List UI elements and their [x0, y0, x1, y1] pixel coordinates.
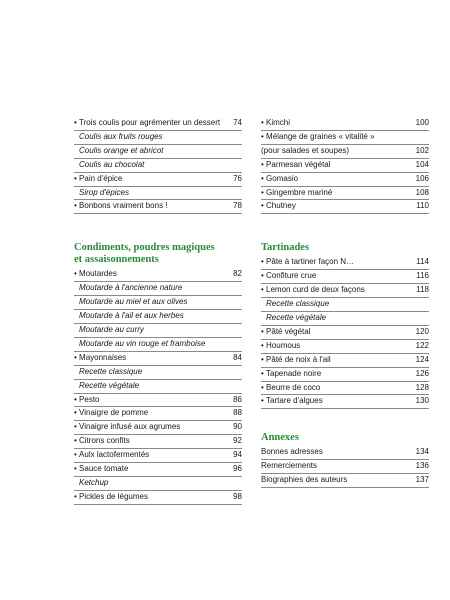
toc-right-column — [261, 117, 429, 488]
toc-entry-page: 88 — [233, 408, 242, 418]
toc-entry-title: Recette classique — [266, 299, 330, 309]
toc-entry-title: Coulis orange et abricot — [79, 145, 164, 155]
toc-entry — [74, 282, 242, 296]
toc-entry-title: • Bonbons vraiment bons ! — [74, 200, 168, 213]
toc-entry-title: Recette végétale — [266, 312, 327, 322]
toc-entry-title: • Citrons confits — [74, 435, 130, 448]
toc-entry — [261, 474, 429, 488]
toc-entry — [74, 145, 242, 159]
toc-entry — [74, 407, 242, 421]
section-heading: Annexes — [261, 432, 299, 444]
toc-entry-page: 76 — [233, 173, 242, 183]
toc-entry-title: (pour salades et soupes) — [261, 145, 350, 155]
toc-entry — [261, 270, 429, 284]
toc-entry-title: Bonnes adresses — [261, 447, 323, 457]
toc-entry — [261, 354, 429, 368]
toc-entry-title: • Gomasio — [261, 173, 298, 186]
toc-entry — [261, 145, 429, 159]
toc-entry-title: • Vinaigre infusé aux agrumes — [74, 421, 180, 434]
toc-entry — [74, 491, 242, 505]
toc-entry-title: Recette classique — [79, 366, 143, 376]
toc-entry — [261, 256, 429, 270]
toc-entry-title: • Pâté végétal — [261, 326, 311, 339]
toc-entry-page: 96 — [233, 464, 242, 474]
toc-entry — [74, 200, 242, 214]
toc-entry-title: Remerciements — [261, 461, 318, 471]
toc-entry — [261, 298, 429, 312]
toc-entry — [261, 131, 429, 145]
toc-entry-title: • Houmous — [261, 340, 300, 353]
section-heading — [74, 242, 242, 266]
toc-entry — [261, 200, 429, 214]
toc-entry-page: 106 — [415, 173, 429, 183]
toc-entry-page: 86 — [233, 394, 242, 404]
toc-entry-title: • Mayonnaises — [74, 352, 126, 365]
toc-entry-title: Sirop d'épices — [79, 187, 129, 197]
toc-entry — [74, 477, 242, 491]
toc-entry-title: Coulis aux fruits rouges — [79, 131, 163, 141]
toc-entry-page: 102 — [415, 145, 429, 155]
toc-entry — [74, 435, 242, 449]
toc-entry — [74, 173, 242, 187]
toc-entry-title: • Pâte à tartiner façon N… — [261, 256, 354, 269]
toc-entry-title: Moutarde à l'ancienne nature — [79, 283, 183, 293]
toc-entry-page: 94 — [233, 450, 242, 460]
toc-entry — [74, 131, 242, 145]
toc-list — [261, 256, 429, 409]
toc-entry-title: • Lemon curd de deux façons — [261, 284, 365, 297]
toc-entry-title: Moutarde au curry — [79, 324, 144, 334]
toc-entry-title: • Moutardes — [74, 268, 117, 281]
toc-entry-title: • Pain d'épice — [74, 173, 122, 186]
section-heading-line: Condiments, poudres magiques — [74, 242, 215, 254]
toc-left-column — [74, 117, 242, 505]
toc-entry — [74, 421, 242, 435]
toc-entry — [261, 117, 429, 131]
toc-entry-page: 116 — [416, 271, 429, 281]
toc-entry — [74, 449, 242, 463]
toc-entry — [74, 394, 242, 408]
toc-entry-page: 120 — [415, 326, 429, 336]
toc-entry-page: 104 — [415, 159, 429, 169]
toc-entry-title: • Parmesan végétal — [261, 159, 331, 172]
toc-entry-title: Ketchup — [79, 477, 109, 487]
toc-entry-title: • Trois coulis pour agrémenter un dessert — [74, 117, 220, 130]
toc-list — [74, 268, 242, 504]
toc-entry-page: 126 — [415, 368, 429, 378]
toc-entry-title: Biographies des auteurs — [261, 475, 348, 485]
toc-entry-page: 128 — [415, 382, 429, 392]
toc-entry-title: • Aulx lactofermentés — [74, 449, 149, 462]
toc-entry — [261, 446, 429, 460]
spacer — [74, 214, 242, 242]
toc-entry-title: • Kimchi — [261, 117, 290, 130]
toc-entry-page: 92 — [233, 436, 242, 446]
toc-entry — [261, 368, 429, 382]
toc-entry-page: 108 — [415, 187, 429, 197]
toc-entry — [261, 326, 429, 340]
toc-entry-page: 137 — [415, 475, 429, 485]
toc-entry-title: Moutarde au vin rouge et framboise — [79, 338, 206, 348]
toc-entry-title: • Vinaigre de pomme — [74, 407, 148, 420]
toc-entry-page: 110 — [416, 201, 429, 211]
toc-entry-page: 78 — [233, 201, 242, 211]
toc-entry-title: Coulis au chocolat — [79, 159, 145, 169]
toc-entry-title: • Gingembre mariné — [261, 187, 332, 200]
toc-entry-page: 118 — [416, 285, 429, 295]
toc-entry — [74, 338, 242, 352]
toc-entry — [261, 395, 429, 409]
toc-entry — [261, 159, 429, 173]
toc-entry — [74, 352, 242, 366]
toc-entry — [74, 463, 242, 477]
toc-entry-title: • Tartare d'algues — [261, 395, 323, 408]
toc-entry-title: Recette végétale — [79, 380, 140, 390]
toc-entry-page: 130 — [415, 396, 429, 406]
toc-entry — [74, 296, 242, 310]
toc-entry-title: • Beurre de coco — [261, 382, 320, 395]
toc-entry-title: • Mélange de graines « vitalité » — [261, 131, 375, 144]
toc-entry — [74, 159, 242, 173]
toc-entry — [261, 312, 429, 326]
spacer — [261, 409, 429, 432]
toc-entry — [74, 366, 242, 380]
toc-list — [74, 117, 242, 214]
spacer — [261, 214, 429, 242]
toc-entry — [74, 117, 242, 131]
toc-entry-page: 84 — [233, 352, 242, 362]
toc-entry-title: • Tapenade noire — [261, 368, 321, 381]
toc-entry — [74, 324, 242, 338]
toc-entry — [261, 460, 429, 474]
toc-entry-title: • Confiture crue — [261, 270, 316, 283]
toc-entry — [74, 187, 242, 201]
toc-entry-page: 90 — [233, 422, 242, 432]
toc-entry-title: • Pesto — [74, 394, 100, 407]
toc-entry — [74, 268, 242, 282]
toc-entry-title: • Chutney — [261, 200, 296, 213]
section-heading: Tartinades — [261, 242, 310, 254]
toc-entry-page: 124 — [415, 354, 429, 364]
toc-entry-title: • Pâté de noix à l'ail — [261, 354, 331, 367]
toc-entry — [74, 310, 242, 324]
toc-entry-page: 122 — [415, 340, 429, 350]
toc-entry — [261, 382, 429, 396]
toc-entry-title: • Sauce tomate — [74, 463, 128, 476]
toc-entry-page: 114 — [416, 257, 429, 267]
section-heading-line: et assaisonnements — [74, 254, 159, 266]
toc-entry-page: 100 — [415, 118, 429, 127]
toc-entry-title: Moutarde à l'ail et aux herbes — [79, 311, 184, 321]
toc-list — [261, 446, 429, 488]
toc-entry-page: 74 — [233, 118, 242, 127]
toc-entry-title: • Pickles de légumes — [74, 491, 148, 504]
toc-entry — [261, 173, 429, 187]
toc-entry — [74, 380, 242, 394]
toc-entry — [261, 187, 429, 201]
toc-list — [261, 117, 429, 214]
toc-entry-page: 98 — [233, 491, 242, 501]
toc-entry-page: 82 — [233, 269, 242, 279]
toc-entry-title: Moutarde au miel et aux olives — [79, 297, 188, 307]
toc-entry-page: 136 — [415, 461, 429, 471]
toc-entry — [261, 340, 429, 354]
toc-entry-page: 134 — [415, 447, 429, 457]
toc-entry — [261, 284, 429, 298]
